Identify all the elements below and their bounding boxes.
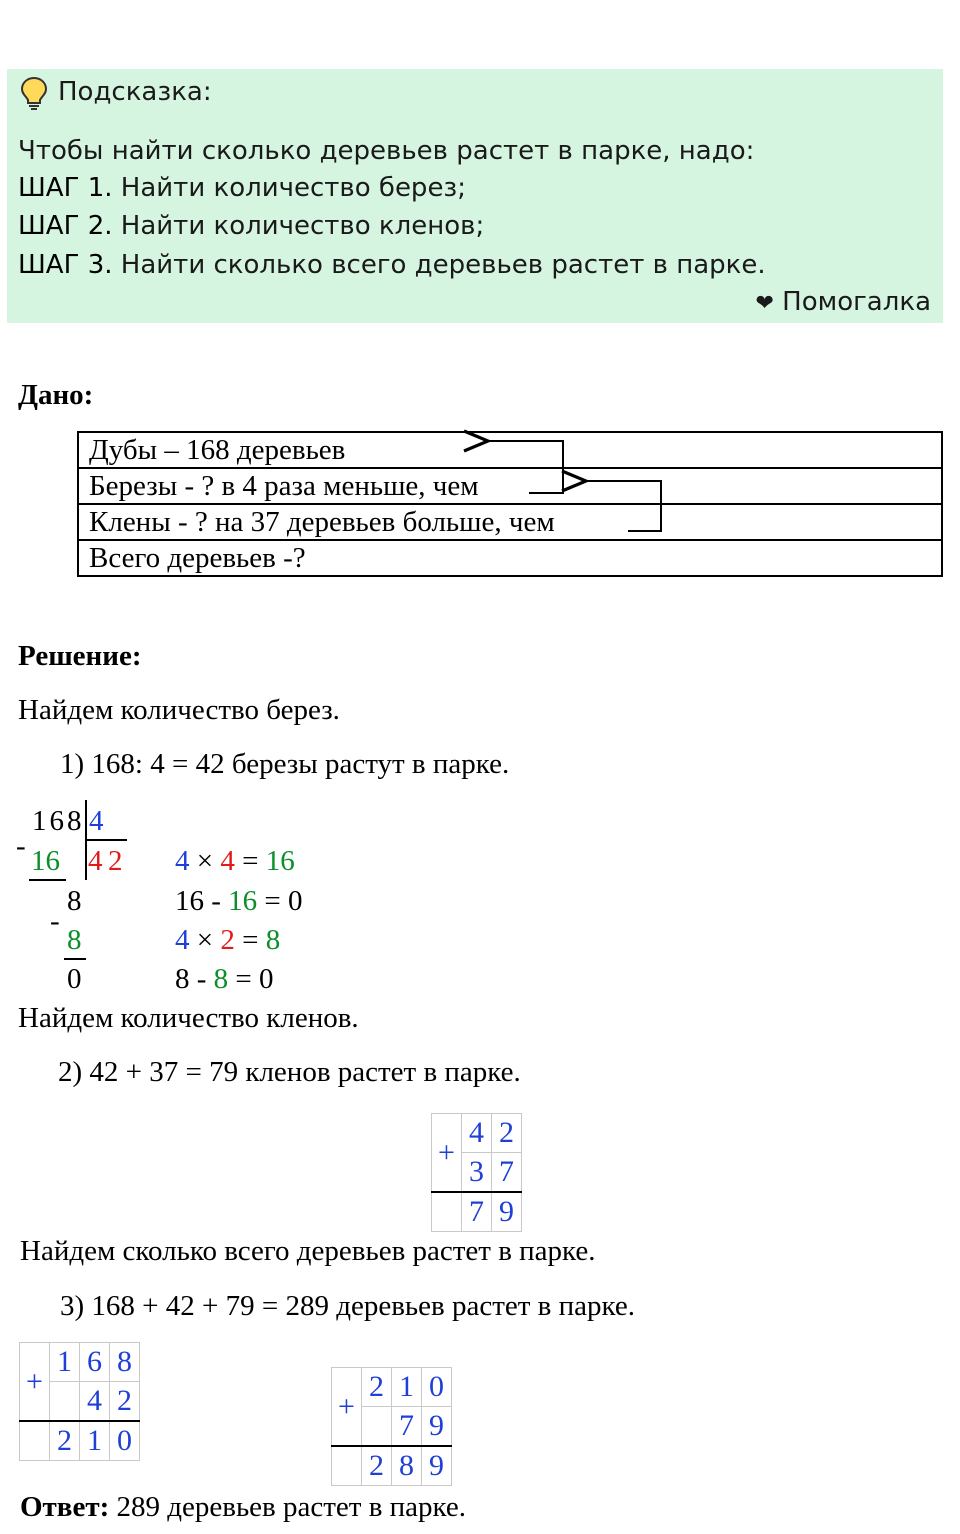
hint-step-1: ШАГ 1. Найти количество берез; — [18, 173, 467, 203]
remainder-1: 8 — [67, 885, 82, 917]
brand-label: ❤ Помогалка — [755, 287, 931, 317]
hint-step-3: ШАГ 3. Найти сколько всего деревьев растет в парке. — [18, 250, 766, 280]
given-row: Березы - ? в 4 раза меньше, чем — [78, 468, 942, 504]
find-maple-text: Найдем количество кленов. — [18, 1002, 359, 1034]
quotient-digit: 2 — [108, 845, 123, 877]
column-addition-1: + 4 2 3 7 7 9 — [431, 1113, 522, 1232]
remainder-2: 0 — [67, 963, 82, 995]
answer-text: 289 деревьев растет в парке. — [116, 1491, 467, 1523]
equation-2: 2) 42 + 37 = 79 кленов растет в парке. — [58, 1056, 521, 1088]
quotient-digit: 4 — [88, 845, 103, 877]
check-line: 4 × 2 = 8 — [175, 924, 281, 956]
plus-sign: + — [20, 1343, 50, 1422]
given-heading: Дано: — [18, 379, 94, 411]
column-addition-3: + 2 1 0 7 9 2 8 9 — [331, 1367, 452, 1486]
hint-intro: Чтобы найти сколько деревьев растет в парке, надо: — [18, 136, 755, 166]
subtrahend-1: 16 — [31, 845, 60, 877]
heart-icon: ❤ — [755, 291, 774, 316]
divisor: 4 — [89, 805, 104, 837]
find-birch-text: Найдем количество берез. — [18, 694, 340, 726]
plus-sign: + — [432, 1114, 462, 1193]
given-row: Клены - ? на 37 деревьев больше, чем — [78, 504, 942, 540]
given-row: Дубы – 168 деревьев — [78, 432, 942, 468]
division-underline — [29, 879, 66, 881]
relation-arrows — [0, 0, 960, 560]
equation-1: 1) 168: 4 = 42 березы растут в парке. — [60, 748, 510, 780]
given-row: Всего деревьев -? — [78, 540, 942, 576]
plus-sign: + — [332, 1368, 362, 1447]
answer-line — [20, 1491, 466, 1524]
minus-sign: - — [16, 830, 26, 862]
minus-sign: - — [50, 905, 60, 937]
find-total-text: Найдем сколько всего деревьев растет в парке. — [20, 1235, 596, 1267]
answer-label: Ответ: — [20, 1491, 110, 1523]
division-hline — [85, 839, 127, 841]
subtrahend-2: 8 — [67, 924, 82, 956]
equation-3: 3) 168 + 42 + 79 = 289 деревьев растет в парке. — [60, 1290, 635, 1322]
solution-heading: Решение: — [18, 640, 142, 672]
division-underline — [64, 958, 86, 960]
hint-title: Подсказка: — [58, 77, 212, 107]
hint-step-2: ШАГ 2. Найти количество кленов; — [18, 211, 485, 241]
check-line: 8 - 8 = 0 — [175, 963, 274, 995]
dividend: 168 — [32, 805, 85, 837]
check-line: 16 - 16 = 0 — [175, 885, 303, 917]
check-line: 4 × 4 = 16 — [175, 845, 295, 877]
column-addition-2: + 1 6 8 4 2 2 1 0 — [19, 1342, 140, 1461]
